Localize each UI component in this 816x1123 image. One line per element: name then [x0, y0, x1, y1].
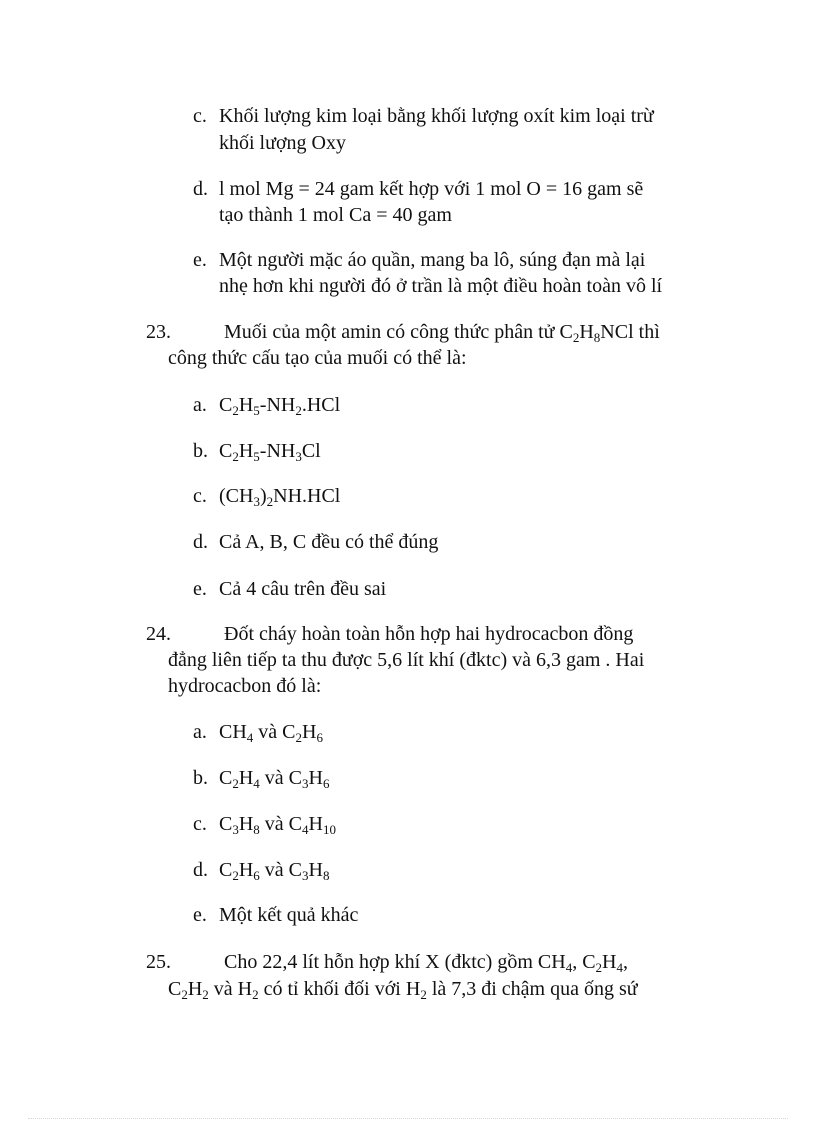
question-number: 24.	[146, 623, 171, 645]
option-text: Một người mặc áo quần, mang ba lô, súng đạn mà lại	[219, 249, 646, 271]
option-text: l mol Mg = 24 gam kết hợp với 1 mol O = 16 gam sẽ	[219, 178, 644, 200]
q22-option-c-cont: khối lượng Oxy	[219, 132, 346, 154]
q24-option-a: a. $CH_4$ và $C_2H_6$	[193, 721, 323, 745]
q24-option-e: e. Một kết quả khác	[193, 904, 359, 926]
q24-stem: 24. Đốt cháy hoàn toàn hỗn hợp hai hydrocacbon đồng	[146, 623, 634, 645]
question-number: 23.	[146, 321, 171, 343]
option-text: Khối lượng kim loại bằng khối lượng oxít kim loại trừ	[219, 105, 654, 127]
q22-option-e	[193, 248, 645, 272]
q23-option-a: a. $C_2H_5-NH_2.HCl$	[193, 394, 341, 418]
q23-stem: 23. Muối của một amin có công thức phân tử $C_2H_8NCl$ thì	[146, 321, 660, 345]
q23-option-e: e. Cả 4 câu trên đều sai	[193, 578, 387, 600]
option-letter: e.	[193, 249, 207, 271]
option-letter: c.	[193, 105, 207, 127]
q25-stem-cont: $C_2H_2$ và $H_2$ có tỉ khối đối với $H_2$ là 7,3 đi chậm qua ống sứ	[168, 978, 638, 1002]
page-bottom-divider	[28, 1118, 788, 1119]
q22-option-e-cont: nhẹ hơn khi người đó ở trần là một điều hoàn toàn vô lí	[219, 275, 663, 297]
q24-stem-cont-2: hydrocacbon đó là:	[168, 675, 322, 697]
q23-option-c: c. $(CH_3)_2NH.HCl$	[193, 485, 341, 509]
option-letter: d.	[193, 178, 208, 200]
q22-option-d-cont: tạo thành 1 mol Ca = 40 gam	[219, 204, 452, 226]
q24-option-c: c. $C_3H_8$ và $C_4H_{10}$	[193, 813, 336, 837]
question-number: 25.	[146, 951, 171, 973]
q23-option-d: d. Cả A, B, C đều có thể đúng	[193, 531, 439, 553]
q23-option-b: b. $C_2H_5-NH_3Cl$	[193, 440, 321, 464]
q25-stem: 25. Cho 22,4 lít hỗn hợp khí X (đktc) gồm $CH_4$, $C_2H_4$,	[146, 951, 628, 975]
q24-option-d: d. $C_2H_6$ và $C_3H_8$	[193, 859, 330, 883]
q23-stem-cont: công thức cấu tạo của muối có thể là:	[168, 347, 467, 369]
q24-stem-cont-1: đẳng liên tiếp ta thu được 5,6 lít khí (đktc) và 6,3 gam . Hai	[168, 649, 645, 671]
q22-option-c	[193, 104, 654, 128]
q22-option-d	[193, 177, 643, 201]
q24-option-b: b. $C_2H_4$ và $C_3H_6$	[193, 767, 330, 791]
